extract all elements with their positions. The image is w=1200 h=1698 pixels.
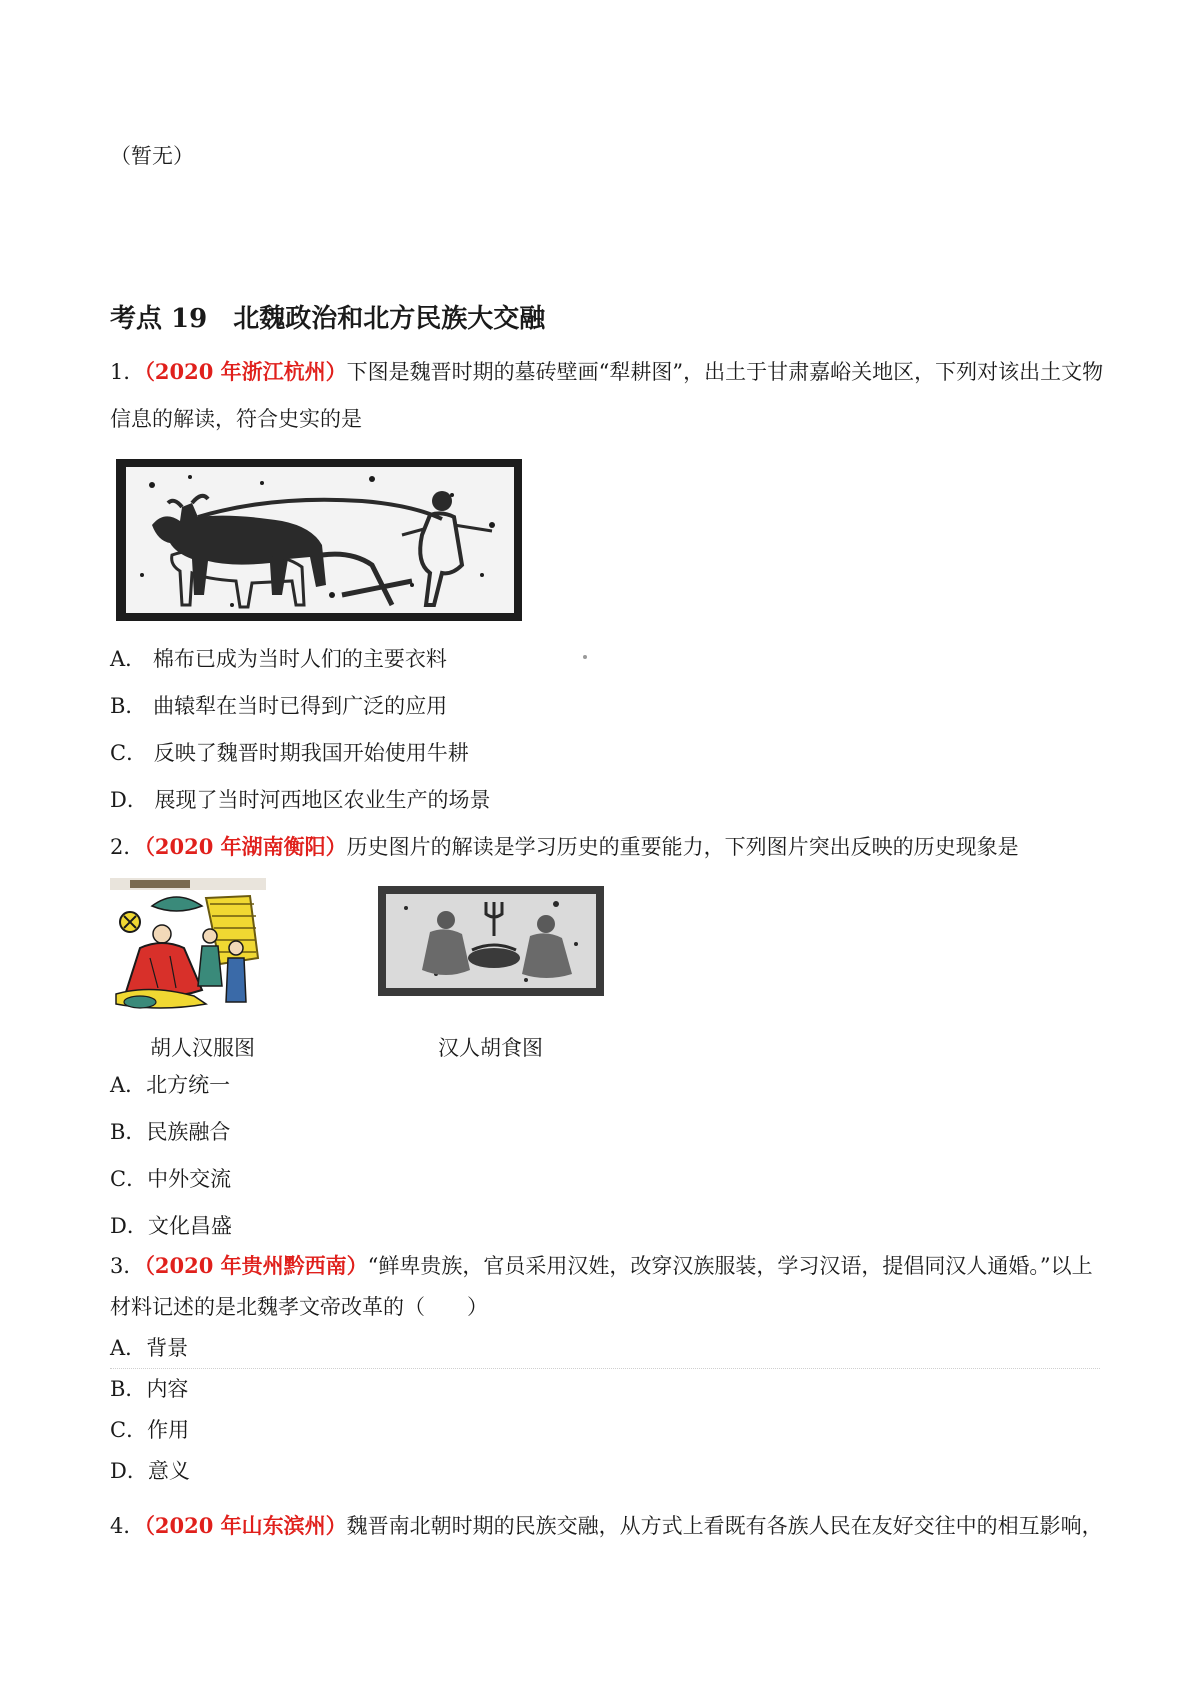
stray-dot [583, 655, 587, 659]
question-stem: “鲜卑贵族，官员采用汉姓，改穿汉族服装，学习汉语，提倡同汉人通婚。”以上 [367, 1254, 1093, 1278]
image-caption-hu-in-han-clothing: 胡人汉服图 [150, 1036, 255, 1060]
question-1-stem-line1 [110, 358, 1103, 386]
option-d: D． 展现了当时河西地区农业生产的场景 [110, 788, 491, 812]
option-b: B．内容 [110, 1377, 189, 1401]
question-stem: 历史图片的解读是学习历史的重要能力，下列图片突出反映的历史现象是 [346, 835, 1019, 859]
hu-in-han-clothing-image [110, 878, 266, 1018]
question-number: 4． [110, 1514, 145, 1538]
question-2-stem-line1 [110, 833, 1019, 861]
image-caption-han-eating-hu-food: 汉人胡食图 [438, 1036, 543, 1060]
question-3-stem-line1 [110, 1252, 1093, 1280]
option-a: A． 棉布已成为当时人们的主要衣料 [110, 647, 447, 671]
question-stem: 下图是魏晋时期的墓砖壁画“犁耕图”，出土于甘肃嘉峪关地区，下列对该出土文物 [346, 360, 1104, 384]
option-a: A．北方统一 [110, 1073, 231, 1097]
question-number: 3． [110, 1254, 145, 1278]
plough-mural-image [112, 455, 526, 625]
question-1-stem-line2: 信息的解读，符合史实的是 [110, 407, 362, 431]
option-d: D．文化昌盛 [110, 1214, 232, 1238]
question-number: 2． [110, 835, 145, 859]
question-source: （2020 年山东滨州） [144, 1513, 347, 1538]
question-number: 1． [110, 360, 145, 384]
option-c: C．作用 [110, 1418, 190, 1442]
option-d: D．意义 [110, 1459, 190, 1483]
question-source: （2020 年浙江杭州） [144, 359, 347, 384]
question-source: （2020 年湖南衡阳） [144, 834, 347, 859]
han-eating-hu-food-image [376, 884, 606, 998]
question-stem: 魏晋南北朝时期的民族交融，从方式上看既有各族人民在友好交往中的相互影响， [346, 1514, 1103, 1538]
question-source: （2020 年贵州黔西南） [144, 1253, 368, 1278]
dotted-divider [110, 1368, 1100, 1369]
option-a: A．背景 [110, 1336, 189, 1360]
question-4-stem-line1 [110, 1512, 1103, 1540]
option-b: B． 曲辕犁在当时已得到广泛的应用 [110, 694, 448, 718]
placeholder-note: （暂无） [110, 144, 194, 168]
option-b: B．民族融合 [110, 1120, 231, 1144]
option-c: C． 反映了魏晋时期我国开始使用牛耕 [110, 741, 469, 765]
section-title: 考点 19 北魏政治和北方民族大交融 [110, 304, 546, 334]
question-3-stem-line2: 材料记述的是北魏孝文帝改革的（ ） [110, 1295, 488, 1319]
option-c: C．中外交流 [110, 1167, 232, 1191]
